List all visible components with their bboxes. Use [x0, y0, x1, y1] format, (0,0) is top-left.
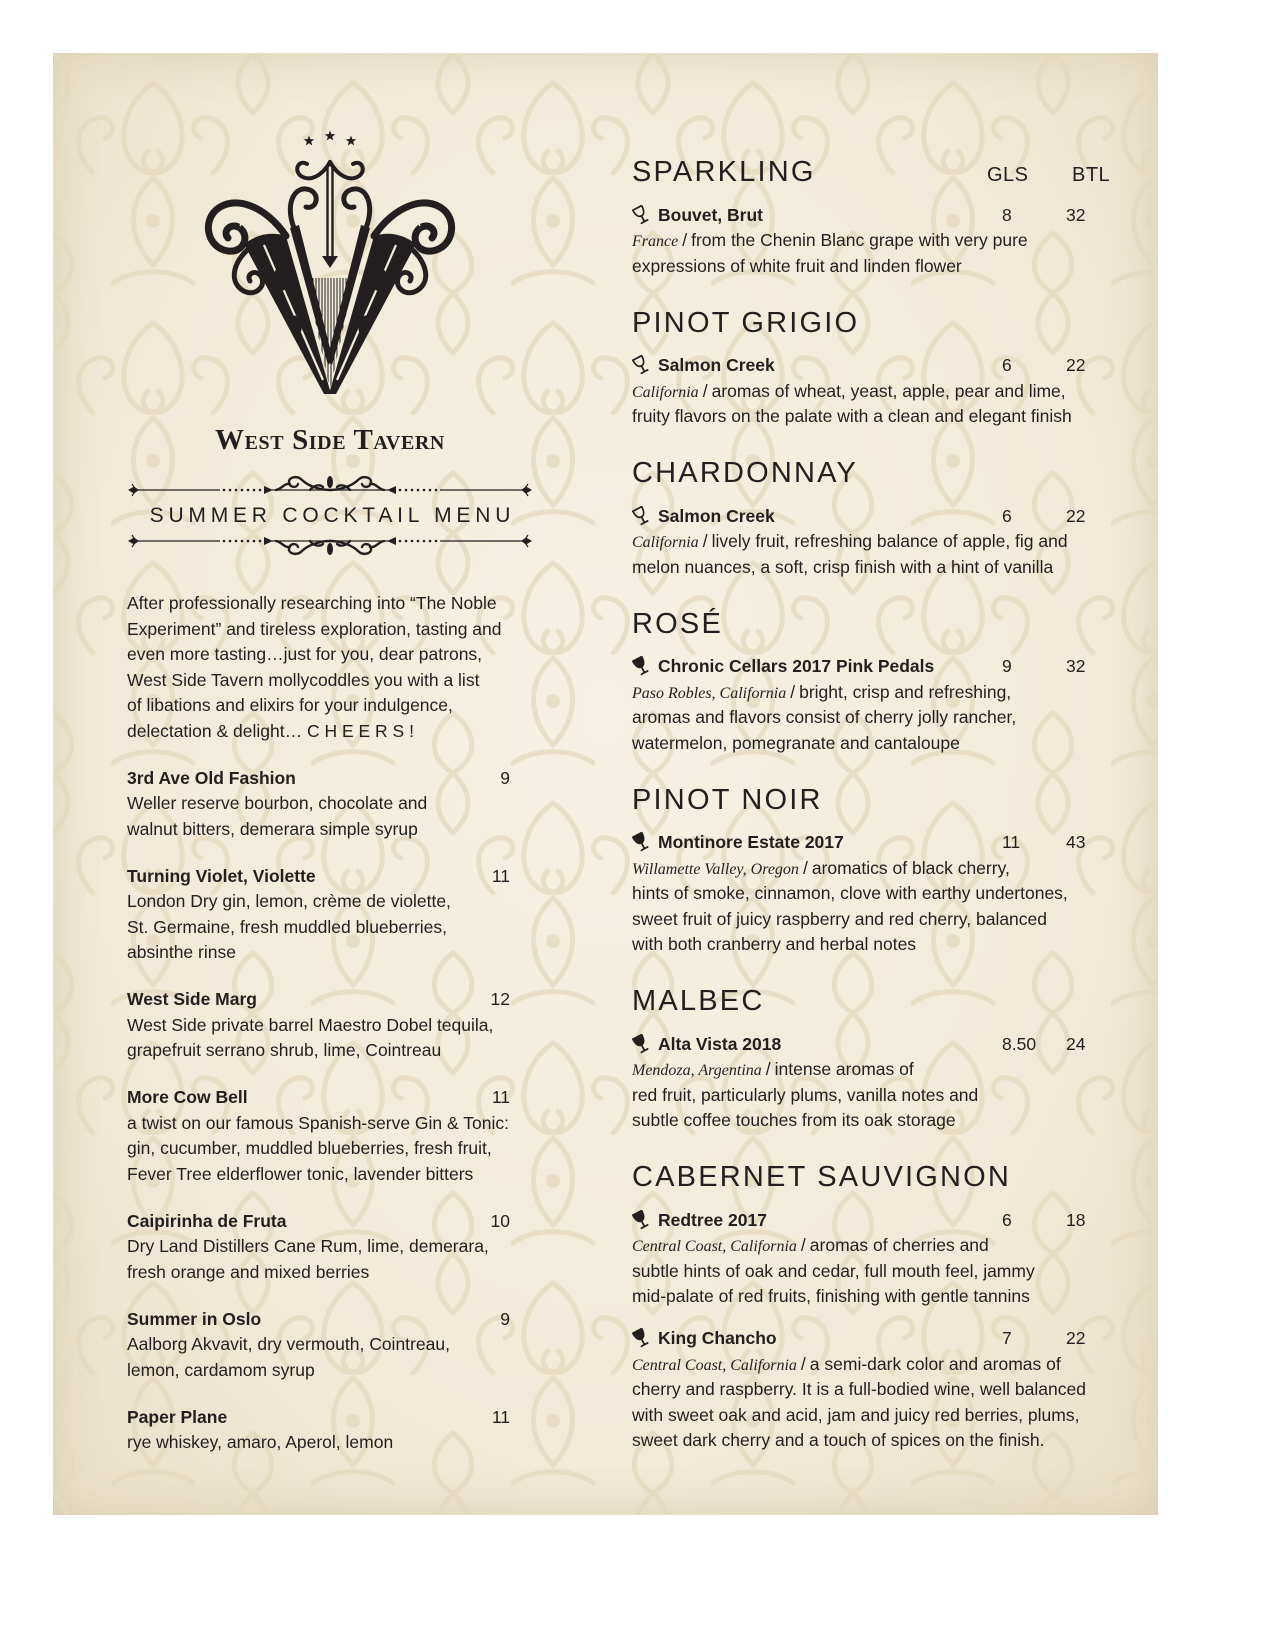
cocktail-item	[127, 766, 567, 843]
origin-separator: /	[702, 531, 708, 551]
wine-bottle-price: 32	[1066, 656, 1086, 676]
cocktail-description-line: St. Germaine, fresh muddled blueberries,	[127, 916, 448, 937]
wine-section	[632, 983, 1157, 1134]
intro-line: even more tasting…just for you, dear patrons,	[127, 644, 483, 664]
wine-description-text: sweet fruit of juicy raspberry and red cherry, balanced	[632, 908, 1048, 929]
wine-description-line	[632, 1428, 1157, 1454]
wine-bottle-price: 18	[1066, 1209, 1086, 1230]
cocktail-description-line: fresh orange and mixed berries	[127, 1261, 370, 1282]
intro-paragraph	[127, 591, 567, 744]
wine-description-text: from the Chenin Blanc grape with very pure	[691, 230, 1028, 250]
wine-item	[632, 203, 1157, 280]
cocktail-item	[127, 1307, 567, 1384]
wine-title-row	[632, 1032, 1157, 1058]
intro-line: After professionally researching into “The Noble	[127, 593, 497, 613]
cocktail-price: 11	[491, 1087, 510, 1107]
wine-section-heading: MALBEC	[632, 985, 765, 1017]
wine-description-text: sweet dark cherry and a touch of spices on the finish.	[632, 1430, 1045, 1450]
wine-description-line	[632, 1403, 1157, 1429]
menu-title: SUMMER COCKTAIL MENU	[149, 504, 516, 527]
wine-description-line	[632, 932, 1157, 958]
origin-separator: /	[790, 681, 796, 702]
wine-description-line	[632, 907, 1157, 933]
wine-bottle-price: 22	[1066, 1328, 1086, 1348]
cocktail-name: Turning Violet, Violette	[127, 865, 316, 886]
wine-glass-outline-icon	[632, 205, 650, 225]
wine-glass-price: 6	[1002, 355, 1012, 375]
wine-section	[632, 606, 1157, 757]
cocktail-description-line: absinthe rinse	[127, 942, 236, 962]
wine-title-row	[632, 654, 1157, 680]
wine-section-heading: CABERNET SAUVIGNON	[632, 1161, 1012, 1193]
wine-description-text: intense aromas of	[774, 1059, 914, 1079]
cocktail-title-row	[127, 864, 510, 890]
wine-glass-price: 7	[1002, 1328, 1012, 1348]
cocktail-description-line: Fever Tree elderflower tonic, lavender bitters	[127, 1163, 474, 1184]
wine-description-text: aromas of cherries and	[809, 1235, 989, 1255]
intro-line: West Side Tavern mollycoddles you with a list	[127, 669, 480, 690]
wine-section-heading: SPARKLING	[632, 156, 816, 188]
cocktail-name: Summer in Oslo	[127, 1308, 262, 1329]
wine-origin: California	[632, 383, 699, 401]
wine-description-text: aromatics of black cherry,	[811, 857, 1010, 878]
cocktail-name: More Cow Bell	[127, 1087, 248, 1107]
cocktail-price: 11	[491, 865, 510, 886]
wine-description-line	[632, 254, 1157, 280]
wine-origin: Central Coast, California	[632, 1238, 797, 1255]
wine-glass-outline-icon	[632, 506, 650, 526]
wine-name: Salmon Creek	[658, 505, 775, 526]
wine-name: Salmon Creek	[658, 355, 775, 375]
wine-description-line	[632, 404, 1157, 430]
wine-description-text: hints of smoke, cinnamon, clove with earthy undertones,	[632, 883, 1068, 903]
cocktail-description-line: Dry Land Distillers Cane Rum, lime, demerara,	[127, 1236, 489, 1256]
wine-description-line	[632, 1108, 1157, 1134]
cocktail-description-line: rye whiskey, amaro, Aperol, lemon	[127, 1432, 394, 1452]
cocktail-price: 9	[500, 767, 510, 788]
wine-glass-filled-icon	[632, 1034, 650, 1054]
wine-name: Alta Vista 2018	[658, 1033, 782, 1054]
stars-ornament	[304, 131, 356, 146]
wine-description-line	[632, 731, 1157, 757]
origin-separator: /	[800, 1235, 806, 1255]
wine-bottle-price: 22	[1066, 505, 1086, 526]
wine-description-text: aromas and flavors consist of cherry jolly rancher,	[632, 707, 1017, 727]
wine-bottle-price: 22	[1066, 355, 1086, 375]
cocktail-price: 9	[500, 1308, 510, 1329]
wine-name: Montinore Estate 2017	[658, 832, 844, 852]
intro-line: Experiment” and tireless exploration, tasting and	[127, 618, 502, 639]
wine-description-text: red fruit, particularly plums, vanilla notes and	[632, 1084, 979, 1105]
wine-description-line	[632, 1083, 1157, 1109]
glass-price-header: GLS	[987, 164, 1029, 186]
intro-line: of libations and elixirs for your indulgence,	[127, 695, 453, 715]
wine-glass-price: 9	[1002, 656, 1012, 676]
cocktail-title-row	[127, 1085, 510, 1111]
origin-separator: /	[702, 380, 708, 401]
wine-description-text: with sweet oak and acid, jam and juicy red berries, plums,	[632, 1404, 1080, 1425]
wine-description-line	[632, 1259, 1157, 1285]
wine-item	[632, 504, 1157, 581]
wine-title-row	[632, 353, 1157, 379]
ornamental-divider	[124, 530, 536, 560]
wine-origin: Willamette Valley, Oregon	[632, 860, 799, 878]
wine-origin: Paso Robles, California	[632, 684, 787, 702]
wine-description-text: a semi-dark color and aromas of	[809, 1353, 1061, 1374]
cocktail-item	[127, 864, 567, 966]
wine-origin: Mendoza, Argentina	[632, 1062, 762, 1079]
cocktail-description-line: grapefruit serrano shrub, lime, Cointreau	[127, 1040, 442, 1060]
bottle-price-header: BTL	[1072, 164, 1111, 186]
origin-separator: /	[765, 1059, 771, 1079]
wine-glass-price: 11	[1002, 832, 1021, 852]
cocktail-description-line: walnut bitters, demerara simple syrup	[127, 818, 418, 839]
wine-description-line	[632, 680, 1157, 706]
cocktail-description-line: London Dry gin, lemon, crème de violette,	[127, 891, 451, 911]
cocktail-title-row	[127, 1307, 510, 1333]
wine-description-line	[632, 555, 1157, 581]
monogram-left-half	[208, 162, 333, 394]
wine-description-line	[632, 228, 1157, 254]
cocktail-item	[127, 1405, 567, 1456]
origin-separator: /	[800, 1353, 806, 1374]
monogram-logo	[200, 128, 460, 408]
wine-item	[632, 830, 1157, 958]
wine-description-text: subtle coffee touches from its oak storage	[632, 1110, 956, 1130]
wine-description-line	[632, 1352, 1157, 1378]
wine-description-text: subtle hints of oak and cedar, full mouth feel, jammy	[632, 1260, 1035, 1281]
wine-glass-price: 8	[1002, 204, 1012, 225]
brand-name: West Side Tavern	[215, 424, 445, 456]
wine-description-line	[632, 1233, 1157, 1259]
cocktail-description-line: Aalborg Akvavit, dry vermouth, Cointreau,	[127, 1334, 450, 1354]
cocktail-name: 3rd Ave Old Fashion	[127, 767, 296, 788]
wine-section	[632, 154, 1157, 279]
wine-bottle-price: 32	[1066, 204, 1086, 225]
cocktail-name: Caipirinha de Fruta	[127, 1210, 287, 1231]
cocktail-price: 11	[491, 1406, 510, 1427]
wine-section-heading: PINOT GRIGIO	[632, 306, 860, 339]
wine-glass-filled-icon	[632, 656, 650, 676]
wine-section	[632, 782, 1157, 958]
wine-section-heading: CHARDONNAY	[632, 457, 859, 489]
cocktail-description-line: Weller reserve bourbon, chocolate and	[127, 793, 428, 813]
wine-origin: Central Coast, California	[632, 1356, 797, 1374]
cocktail-title-row	[127, 1209, 510, 1235]
wine-description-text: watermelon, pomegranate and cantaloupe	[632, 732, 960, 753]
cocktail-column	[127, 591, 567, 1456]
wine-title-row	[632, 203, 1157, 229]
cocktail-name: Paper Plane	[127, 1406, 228, 1427]
wine-glass-filled-icon	[632, 832, 650, 852]
wine-glass-filled-icon	[632, 1328, 650, 1348]
cocktail-item	[127, 1209, 567, 1286]
cocktail-price: 10	[490, 1210, 510, 1231]
wine-section	[632, 455, 1157, 580]
cocktail-description-line: lemon, cardamom syrup	[127, 1359, 315, 1380]
wine-description-line	[632, 1377, 1157, 1403]
cocktail-title-row	[127, 766, 510, 792]
wine-description-text: cherry and raspberry. It is a full-bodied wine, well balanced	[632, 1379, 1086, 1399]
wine-item	[632, 1032, 1157, 1134]
wine-glass-filled-icon	[632, 1210, 650, 1230]
wine-description-text: aromas of wheat, yeast, apple, pear and lime,	[711, 380, 1066, 401]
origin-separator: /	[802, 857, 808, 878]
ornamental-divider	[124, 472, 536, 502]
cocktail-name: West Side Marg	[127, 989, 257, 1009]
wine-description-text: expressions of white fruit and linden flower	[632, 255, 962, 276]
wine-item	[632, 1208, 1157, 1310]
wine-title-row	[632, 1208, 1157, 1234]
wine-description-text: lively fruit, refreshing balance of apple, fig and	[711, 531, 1068, 551]
wine-description-line	[632, 856, 1157, 882]
cocktail-price: 12	[490, 989, 510, 1009]
wine-section	[632, 305, 1157, 430]
wine-name: King Chancho	[658, 1328, 777, 1348]
cocktail-list	[127, 766, 567, 1456]
origin-separator: /	[682, 230, 688, 250]
wine-glass-outline-icon	[632, 355, 650, 375]
cocktail-title-row	[127, 1405, 510, 1431]
wine-description-line	[632, 881, 1157, 907]
wine-name: Bouvet, Brut	[658, 204, 763, 225]
wine-title-row	[632, 504, 1157, 530]
wine-title-row	[632, 830, 1157, 856]
wine-description-line	[632, 1284, 1157, 1310]
wine-description-text: with both cranberry and herbal notes	[632, 934, 917, 954]
cocktail-description-line: gin, cucumber, muddled blueberries, fresh fruit,	[127, 1138, 492, 1158]
wine-item	[632, 353, 1157, 430]
wine-glass-price: 6	[1002, 505, 1012, 526]
wine-description-text: bright, crisp and refreshing,	[799, 681, 1012, 702]
wine-bottle-price: 24	[1066, 1033, 1086, 1054]
wine-section	[632, 1159, 1157, 1454]
cocktail-title-row	[127, 987, 510, 1013]
wine-description-text: fruity flavors on the palate with a clean and elegant finish	[632, 406, 1072, 426]
wine-origin: France	[632, 233, 679, 250]
wine-description-line	[632, 1057, 1157, 1083]
wine-origin: California	[632, 534, 699, 551]
wine-name: Redtree 2017	[658, 1209, 767, 1230]
wine-item	[632, 654, 1157, 756]
cocktail-item	[127, 1085, 567, 1187]
intro-line: delectation & delight… C H E E R S !	[127, 720, 414, 741]
wine-item	[632, 1326, 1157, 1454]
wine-description-line	[632, 379, 1157, 405]
wine-description-line	[632, 529, 1157, 555]
wine-description-text: melon nuances, a soft, crisp finish with a hint of vanilla	[632, 556, 1054, 577]
wine-title-row	[632, 1326, 1157, 1352]
wine-bottle-price: 43	[1066, 832, 1086, 852]
wine-column	[632, 154, 1157, 1454]
wine-description-text: mid-palate of red fruits, finishing with gentle tannins	[632, 1286, 1030, 1306]
wine-name: Chronic Cellars 2017 Pink Pedals	[658, 656, 935, 676]
wine-description-line	[632, 705, 1157, 731]
cocktail-description-line: a twist on our famous Spanish-serve Gin & Tonic:	[127, 1112, 509, 1133]
wine-glass-price: 8.50	[1002, 1033, 1037, 1054]
wine-section-heading: ROSÉ	[632, 607, 723, 640]
wine-section-heading: PINOT NOIR	[632, 783, 823, 816]
cocktail-item	[127, 987, 567, 1064]
wine-glass-price: 6	[1002, 1209, 1012, 1230]
cocktail-description-line: West Side private barrel Maestro Dobel tequila,	[127, 1014, 494, 1035]
